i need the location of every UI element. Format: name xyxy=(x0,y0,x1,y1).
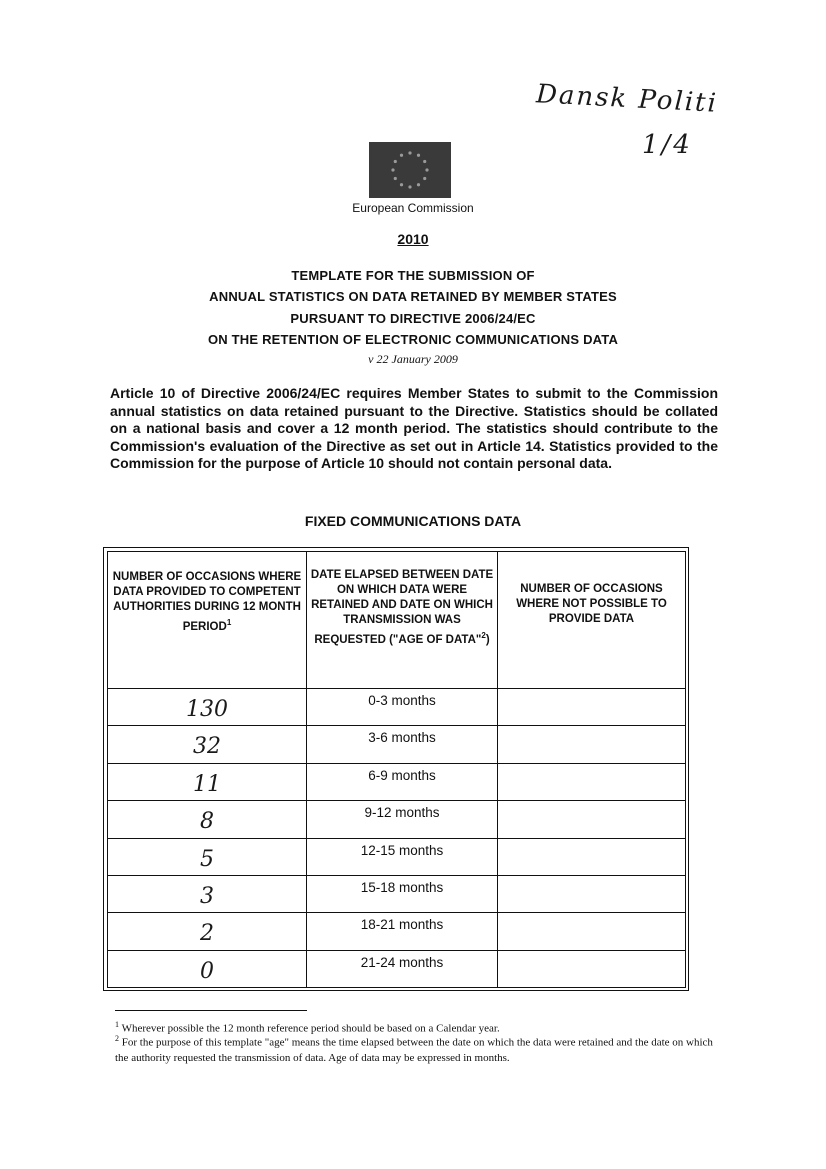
not-possible-cell xyxy=(498,875,686,912)
eu-star xyxy=(417,154,420,157)
table-row xyxy=(108,875,686,912)
occasions-provided-cell: 8 xyxy=(108,801,307,838)
occasions-provided-cell: 32 xyxy=(108,726,307,763)
report-year: 2010 xyxy=(397,231,429,247)
eu-star xyxy=(417,183,420,186)
occasions-provided-cell: 130 xyxy=(108,689,307,726)
age-of-data-cell: 21-24 months xyxy=(307,950,498,987)
occasions-provided-cell: 3 xyxy=(108,875,307,912)
title-line-3: PURSUANT TO DIRECTIVE 2006/24/EC xyxy=(290,311,536,326)
statistics-table-frame xyxy=(103,547,689,991)
not-possible-cell xyxy=(498,950,686,987)
statistics-table xyxy=(107,551,686,988)
title-line-2: ANNUAL STATISTICS ON DATA RETAINED BY MEMBER STATES xyxy=(209,289,617,304)
not-possible-cell xyxy=(498,913,686,950)
occasions-provided-cell: 2 xyxy=(108,913,307,950)
footnote-2: $^2$ For the purpose of this template "age" means the time elapsed between the date on which the data were retained and the date on which the authority requested the transmission of data. Age of data may be expressed in months. xyxy=(115,1034,713,1064)
eu-star xyxy=(400,183,403,186)
not-possible-cell xyxy=(498,726,686,763)
occasions-provided-cell: 0 xyxy=(108,950,307,987)
not-possible-cell xyxy=(498,689,686,726)
table-row xyxy=(108,950,686,987)
age-of-data-cell: 0-3 months xyxy=(307,689,498,726)
eu-star xyxy=(394,177,397,180)
eu-star xyxy=(423,177,426,180)
eu-star xyxy=(425,168,428,171)
footnote-divider xyxy=(115,1010,307,1011)
table-row xyxy=(108,913,686,950)
table-row xyxy=(108,801,686,838)
age-of-data-cell: 9-12 months xyxy=(307,801,498,838)
age-of-data-cell: 18-21 months xyxy=(307,913,498,950)
handwritten-note-line2: 1/4 xyxy=(642,130,693,160)
organization-name: European Commission xyxy=(352,201,474,215)
occasions-provided-cell: 11 xyxy=(108,763,307,800)
table-row xyxy=(108,689,686,726)
not-possible-cell xyxy=(498,838,686,875)
table-row xyxy=(108,726,686,763)
age-of-data-cell: 12-15 months xyxy=(307,838,498,875)
header-age-of-data: DATE ELAPSED BETWEEN DATE ON WHICH DATA WERE RETAINED AND DATE ON WHICH TRANSMISSION WAS REQUESTED ("AGE OF DATA"$^2$) xyxy=(307,552,498,689)
age-of-data-cell: 6-9 months xyxy=(307,763,498,800)
intro-paragraph: Article 10 of Directive 2006/24/EC requires Member States to submit to the Commission annual statistics on data retained pursuant to the Directive. Statistics should be collated on a national basis and cover a 12 month period. The statistics should contribute to the Commission's evaluation of the Directive as set out in Article 14. Statistics provided to the Commission for the purpose of Article 10 should not contain personal data. xyxy=(110,385,718,472)
eu-star xyxy=(408,151,411,154)
eu-flag-logo xyxy=(369,142,451,198)
eu-star xyxy=(391,168,394,171)
eu-star xyxy=(400,154,403,157)
occasions-provided-cell: 5 xyxy=(108,838,307,875)
title-line-1: TEMPLATE FOR THE SUBMISSION OF xyxy=(291,268,535,283)
age-of-data-cell: 15-18 months xyxy=(307,875,498,912)
not-possible-cell xyxy=(498,763,686,800)
not-possible-cell xyxy=(498,801,686,838)
title-line-4: ON THE RETENTION OF ELECTRONIC COMMUNICATIONS DATA xyxy=(207,332,619,347)
section-heading: FIXED COMMUNICATIONS DATA xyxy=(304,513,522,529)
eu-stars-icon xyxy=(369,142,451,198)
eu-star xyxy=(394,160,397,163)
table-row xyxy=(108,838,686,875)
age-of-data-cell: 3-6 months xyxy=(307,726,498,763)
table-row xyxy=(108,763,686,800)
header-occasions-provided: NUMBER OF OCCASIONS WHERE DATA PROVIDED TO COMPETENT AUTHORITIES DURING 12 MONTH PERIOD$^1$ xyxy=(108,552,307,689)
footnote-1: $^1$ Wherever possible the 12 month reference period should be based on a Calendar year. xyxy=(115,1020,500,1035)
header-not-possible: NUMBER OF OCCASIONS WHERE NOT POSSIBLE TO PROVIDE DATA xyxy=(498,552,686,689)
handwritten-note-line1: Dansk Politi xyxy=(535,79,719,119)
template-version: v 22 January 2009 xyxy=(368,352,458,366)
eu-star xyxy=(423,160,426,163)
eu-star xyxy=(408,185,411,188)
